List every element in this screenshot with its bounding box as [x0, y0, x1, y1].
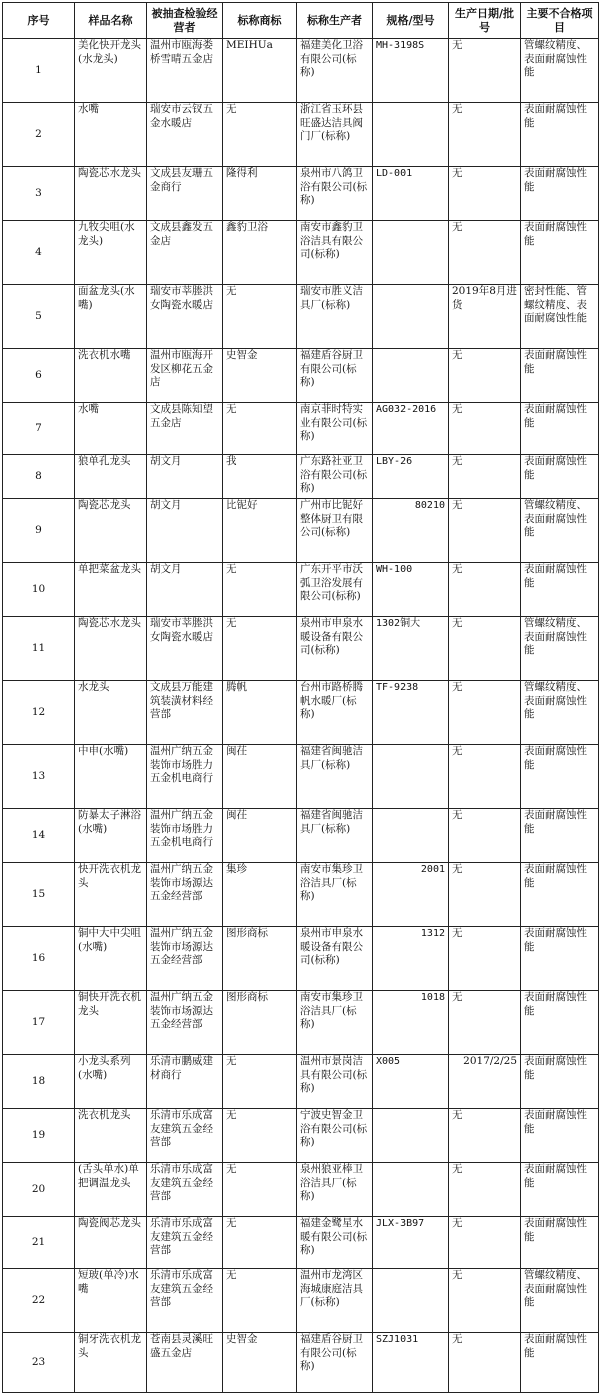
header-maker: 标称生产者: [297, 3, 373, 39]
row-brand: 无: [223, 1163, 297, 1217]
table-row: [3, 563, 599, 617]
row-brand: 史智金: [223, 1333, 297, 1393]
row-brand: MEIHUa: [223, 39, 297, 103]
row-no: 21: [3, 1217, 75, 1269]
row-no: 22: [3, 1269, 75, 1333]
table-row: [3, 39, 599, 103]
row-seller: 文成县万能建筑装潢材料经营部: [147, 681, 223, 745]
row-model: LBY-26: [373, 455, 449, 499]
header-items: 主要不合格项目: [521, 3, 599, 39]
table-row: [3, 499, 599, 563]
row-sample-name: 陶瓷芯水龙头: [75, 167, 147, 221]
row-model: [373, 1109, 449, 1163]
row-model: 1312: [373, 927, 449, 991]
row-model: 1302铜大: [373, 617, 449, 681]
row-maker: 广东路社亚卫浴有限公司(标称): [297, 455, 373, 499]
row-maker: 泉州狼亚棒卫浴洁具厂(标称): [297, 1163, 373, 1217]
row-no: 7: [3, 403, 75, 455]
row-model: [373, 103, 449, 167]
row-failed-items: 表面耐腐蚀性能: [521, 1109, 599, 1163]
row-maker: 南安市集珍卫浴洁具厂(标称): [297, 863, 373, 927]
row-sample-name: 防暴太子淋浴(水嘴): [75, 809, 147, 863]
row-model: [373, 1269, 449, 1333]
row-seller: 温州市瓯海娄桥雪晴五金店: [147, 39, 223, 103]
table-row: [3, 455, 599, 499]
row-model: MH-3198S: [373, 39, 449, 103]
row-maker: 南京菲时特实业有限公司(标称): [297, 403, 373, 455]
table-row: [3, 617, 599, 681]
row-sample-name: 短玻(单冷)水嘴: [75, 1269, 147, 1333]
row-model: TF-9238: [373, 681, 449, 745]
row-seller: 温州广纳五金装饰市场源达五金经营部: [147, 927, 223, 991]
row-seller: 乐清市乐成富友建筑五金经营部: [147, 1109, 223, 1163]
row-failed-items: 表面耐腐蚀性能: [521, 1333, 599, 1393]
row-no: 11: [3, 617, 75, 681]
row-sample-name: 美化快开龙头(水龙头): [75, 39, 147, 103]
row-sample-name: 九牧尖咀(水龙头): [75, 221, 147, 285]
row-date: 无: [449, 927, 521, 991]
row-failed-items: 管螺纹精度、表面耐腐蚀性能: [521, 499, 599, 563]
header-date: 生产日期/批号: [449, 3, 521, 39]
row-date: 无: [449, 221, 521, 285]
row-maker: 台州市路桥腾帆水暖厂(标称): [297, 681, 373, 745]
row-maker: 福建省闽驰洁具厂(标称): [297, 809, 373, 863]
row-brand: 史智金: [223, 349, 297, 403]
row-no: 12: [3, 681, 75, 745]
row-failed-items: 表面耐腐蚀性能: [521, 863, 599, 927]
header-name: 样品名称: [75, 3, 147, 39]
row-maker: 福建美化卫浴有限公司(标称): [297, 39, 373, 103]
row-failed-items: 表面耐腐蚀性能: [521, 221, 599, 285]
table-row: [3, 103, 599, 167]
table-row: [3, 745, 599, 809]
row-maker: 宁波史智金卫浴有限公司(标称): [297, 1109, 373, 1163]
row-date: 无: [449, 991, 521, 1055]
row-date: 无: [449, 167, 521, 221]
row-no: 19: [3, 1109, 75, 1163]
row-no: 8: [3, 455, 75, 499]
row-model: 2001: [373, 863, 449, 927]
row-failed-items: 管螺纹精度、表面耐腐蚀性能: [521, 39, 599, 103]
row-brand: 我: [223, 455, 297, 499]
row-sample-name: 单把菜盆龙头: [75, 563, 147, 617]
row-brand: 无: [223, 403, 297, 455]
row-maker: 福建省闽驰洁具厂(标称): [297, 745, 373, 809]
row-brand: 集珍: [223, 863, 297, 927]
table-row: [3, 1333, 599, 1393]
row-date: 无: [449, 1269, 521, 1333]
row-sample-name: 水嘴: [75, 403, 147, 455]
row-date: 无: [449, 563, 521, 617]
row-sample-name: 水嘴: [75, 103, 147, 167]
row-date: 2017/2/25: [449, 1055, 521, 1109]
row-seller: 乐清市鹏威建材商行: [147, 1055, 223, 1109]
row-failed-items: 表面耐腐蚀性能: [521, 1163, 599, 1217]
row-brand: 无: [223, 563, 297, 617]
row-date: 无: [449, 1333, 521, 1393]
row-date: 无: [449, 681, 521, 745]
row-brand: 图形商标: [223, 991, 297, 1055]
row-sample-name: (舌头单水)单把调温龙头: [75, 1163, 147, 1217]
header-brand: 标称商标: [223, 3, 297, 39]
header-no: 序号: [3, 3, 75, 39]
row-date: 无: [449, 617, 521, 681]
row-maker: 广东开平市沃弧卫浴发展有限公司(标称): [297, 563, 373, 617]
row-date: 2019年8月进货: [449, 285, 521, 349]
row-seller: 文成县友珊五金商行: [147, 167, 223, 221]
row-sample-name: 水龙头: [75, 681, 147, 745]
row-no: 23: [3, 1333, 75, 1393]
row-brand: 腾帆: [223, 681, 297, 745]
row-maker: 温州市景岗洁具有限公司(标称): [297, 1055, 373, 1109]
row-model: JLX-3B97: [373, 1217, 449, 1269]
row-date: 无: [449, 1163, 521, 1217]
row-failed-items: 表面耐腐蚀性能: [521, 1055, 599, 1109]
row-seller: 温州广纳五金装饰市场胜力五金机电商行: [147, 745, 223, 809]
row-brand: 无: [223, 103, 297, 167]
row-failed-items: 表面耐腐蚀性能: [521, 455, 599, 499]
row-failed-items: 表面耐腐蚀性能: [521, 349, 599, 403]
row-failed-items: 表面耐腐蚀性能: [521, 167, 599, 221]
row-maker: 泉州市申泉水暖设备有限公司(标称): [297, 617, 373, 681]
row-seller: 瑞安市云钗五金水暖店: [147, 103, 223, 167]
row-maker: 南安市集珍卫浴洁具厂(标称): [297, 991, 373, 1055]
row-sample-name: 狼单孔龙头: [75, 455, 147, 499]
row-sample-name: 中申(水嘴): [75, 745, 147, 809]
row-maker: 福建金鹭星水暖有限公司(标称): [297, 1217, 373, 1269]
table-row: [3, 221, 599, 285]
row-seller: 文成县陈知望五金店: [147, 403, 223, 455]
row-seller: 瑞安市莘塍洪女陶瓷水暖店: [147, 285, 223, 349]
row-no: 13: [3, 745, 75, 809]
row-sample-name: 洗衣机水嘴: [75, 349, 147, 403]
row-sample-name: 小龙头系列(水嘴): [75, 1055, 147, 1109]
row-brand: 无: [223, 1109, 297, 1163]
row-maker: 浙江省玉环县旺盛达洁具阀门厂(标称): [297, 103, 373, 167]
row-sample-name: 面盆龙头(水嘴): [75, 285, 147, 349]
row-brand: 闽茌: [223, 809, 297, 863]
row-seller: 温州广纳五金装饰市场胜力五金机电商行: [147, 809, 223, 863]
row-seller: 温州广纳五金装饰市场源达五金经营部: [147, 991, 223, 1055]
row-failed-items: 表面耐腐蚀性能: [521, 1217, 599, 1269]
row-seller: 乐清市乐成富友建筑五金经营部: [147, 1163, 223, 1217]
row-brand: 无: [223, 617, 297, 681]
row-model: LD-001: [373, 167, 449, 221]
row-model: [373, 285, 449, 349]
row-no: 20: [3, 1163, 75, 1217]
row-date: 无: [449, 745, 521, 809]
row-no: 4: [3, 221, 75, 285]
row-date: 无: [449, 103, 521, 167]
row-seller: 胡文月: [147, 499, 223, 563]
table-row: [3, 285, 599, 349]
row-maker: 泉州市申泉水暖设备有限公司(标称): [297, 927, 373, 991]
row-seller: 乐清市乐成富友建筑五金经营部: [147, 1269, 223, 1333]
row-maker: 泉州市八鸽卫浴有限公司(标称): [297, 167, 373, 221]
row-date: 无: [449, 1217, 521, 1269]
table-row: [3, 863, 599, 927]
row-model: 1018: [373, 991, 449, 1055]
row-maker: 温州市龙湾区海城康庭洁具厂(标称): [297, 1269, 373, 1333]
row-seller: 胡文月: [147, 563, 223, 617]
row-seller: 胡文月: [147, 455, 223, 499]
row-seller: 温州市瓯海开发区柳花五金店: [147, 349, 223, 403]
row-maker: 福建盾谷厨卫有限公司(标称): [297, 1333, 373, 1393]
row-maker: 福建盾谷厨卫有限公司(标称): [297, 349, 373, 403]
row-maker: 南安市鑫豹卫浴洁具有限公司(标称): [297, 221, 373, 285]
row-maker: 广州市比铌好整体厨卫有限公司(标称): [297, 499, 373, 563]
row-brand: 隆得利: [223, 167, 297, 221]
row-sample-name: 铜快开洗衣机龙头: [75, 991, 147, 1055]
table-row: [3, 403, 599, 455]
row-failed-items: 管螺纹精度、表面耐腐蚀性能: [521, 617, 599, 681]
row-no: 9: [3, 499, 75, 563]
table-row: [3, 349, 599, 403]
row-sample-name: 陶瓷芯水龙头: [75, 617, 147, 681]
row-model: [373, 221, 449, 285]
row-brand: 闽茌: [223, 745, 297, 809]
row-model: 80210: [373, 499, 449, 563]
table-row: [3, 1109, 599, 1163]
row-model: WH-100: [373, 563, 449, 617]
row-seller: 苍南县灵溪旺盛五金店: [147, 1333, 223, 1393]
row-sample-name: 铜中大中尖咀(水嘴): [75, 927, 147, 991]
row-seller: 瑞安市莘塍洪女陶瓷水暖店: [147, 617, 223, 681]
row-no: 15: [3, 863, 75, 927]
table-row: [3, 991, 599, 1055]
row-brand: 无: [223, 1055, 297, 1109]
row-model: [373, 809, 449, 863]
row-no: 18: [3, 1055, 75, 1109]
row-date: 无: [449, 455, 521, 499]
row-model: [373, 1163, 449, 1217]
row-no: 5: [3, 285, 75, 349]
row-maker: 瑞安市胜义洁具厂(标称): [297, 285, 373, 349]
row-failed-items: 密封性能、管螺纹精度、表面耐腐蚀性能: [521, 285, 599, 349]
inspection-results-table: [2, 2, 599, 1393]
row-no: 2: [3, 103, 75, 167]
row-date: 无: [449, 349, 521, 403]
row-date: 无: [449, 499, 521, 563]
row-date: 无: [449, 403, 521, 455]
row-model: AG032-2016: [373, 403, 449, 455]
row-failed-items: 表面耐腐蚀性能: [521, 991, 599, 1055]
table-row: [3, 1055, 599, 1109]
row-failed-items: 表面耐腐蚀性能: [521, 563, 599, 617]
row-date: 无: [449, 1109, 521, 1163]
row-no: 16: [3, 927, 75, 991]
row-brand: 图形商标: [223, 927, 297, 991]
row-no: 3: [3, 167, 75, 221]
row-seller: 乐清市乐成富友建筑五金经营部: [147, 1217, 223, 1269]
row-brand: 鑫豹卫浴: [223, 221, 297, 285]
row-failed-items: 表面耐腐蚀性能: [521, 927, 599, 991]
row-no: 10: [3, 563, 75, 617]
row-brand: 无: [223, 1217, 297, 1269]
row-sample-name: 陶瓷阀芯龙头: [75, 1217, 147, 1269]
row-model: X005: [373, 1055, 449, 1109]
row-seller: 文成县鑫发五金店: [147, 221, 223, 285]
table-row: [3, 167, 599, 221]
row-sample-name: 洗衣机龙头: [75, 1109, 147, 1163]
table-row: [3, 927, 599, 991]
row-model: [373, 349, 449, 403]
row-model: SZJ1031: [373, 1333, 449, 1393]
row-brand: 比铌好: [223, 499, 297, 563]
row-failed-items: 表面耐腐蚀性能: [521, 403, 599, 455]
row-brand: 无: [223, 285, 297, 349]
row-date: 无: [449, 809, 521, 863]
row-sample-name: 铜牙洗衣机龙头: [75, 1333, 147, 1393]
header-seller: 被抽查检验经营者: [147, 3, 223, 39]
row-no: 1: [3, 39, 75, 103]
row-failed-items: 表面耐腐蚀性能: [521, 809, 599, 863]
row-no: 14: [3, 809, 75, 863]
row-sample-name: 陶瓷芯龙头: [75, 499, 147, 563]
table-row: [3, 1269, 599, 1333]
table-row: [3, 1163, 599, 1217]
row-sample-name: 快开洗衣机龙头: [75, 863, 147, 927]
row-no: 6: [3, 349, 75, 403]
row-brand: 无: [223, 1269, 297, 1333]
header-model: 规格/型号: [373, 3, 449, 39]
row-date: 无: [449, 39, 521, 103]
row-no: 17: [3, 991, 75, 1055]
row-failed-items: 表面耐腐蚀性能: [521, 745, 599, 809]
row-failed-items: 管螺纹精度、表面耐腐蚀性能: [521, 1269, 599, 1333]
table-row: [3, 809, 599, 863]
row-failed-items: 表面耐腐蚀性能: [521, 103, 599, 167]
row-seller: 温州广纳五金装饰市场源达五金经营部: [147, 863, 223, 927]
table-row: [3, 681, 599, 745]
row-model: [373, 745, 449, 809]
header-row: [3, 3, 599, 39]
row-date: 无: [449, 863, 521, 927]
table-row: [3, 1217, 599, 1269]
row-failed-items: 管螺纹精度、表面耐腐蚀性能: [521, 681, 599, 745]
